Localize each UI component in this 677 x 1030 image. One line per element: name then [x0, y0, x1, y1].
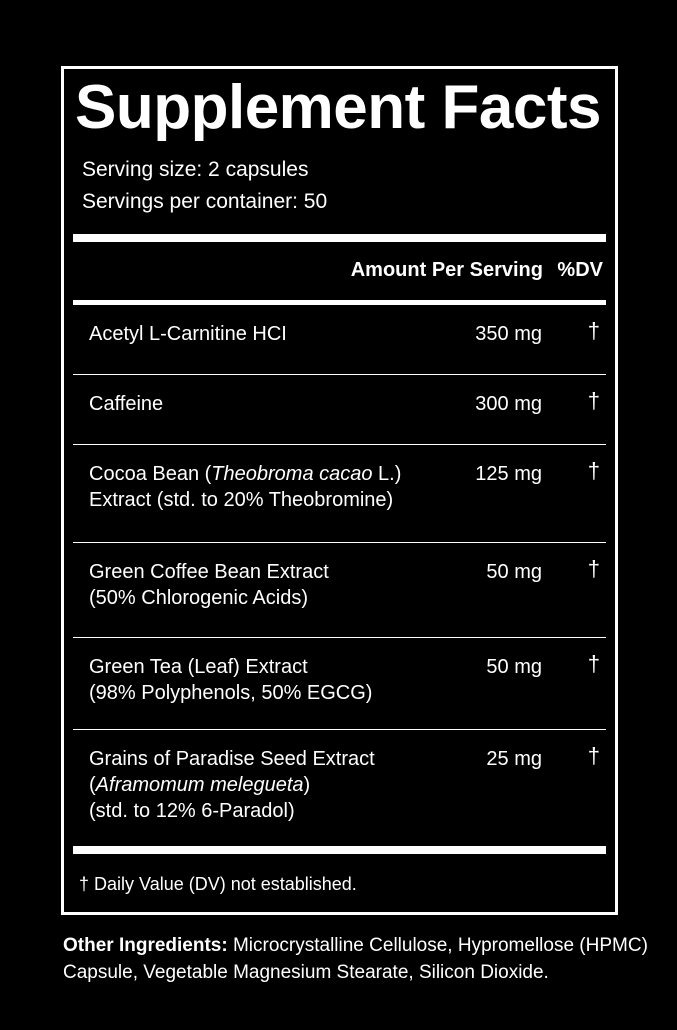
ingredient-amount: 350 mg — [475, 323, 542, 345]
ingredient-name: Cocoa Bean (Theobroma cacao L.) Extract (std. to 20% Theobromine) — [89, 463, 402, 511]
ingredient-row — [73, 445, 606, 543]
ingredient-amount: 50 mg — [486, 561, 542, 583]
other-ingredients-text: Microcrystalline Cellulose, Hypromellose (HPMC) Capsule, Vegetable Magnesium Stearate, Silicon Dioxide. — [63, 935, 648, 983]
ingredient-row — [73, 375, 606, 445]
ingredient-amount: 300 mg — [475, 393, 542, 415]
dagger-mark: † — [587, 743, 600, 768]
ingredient-row — [73, 730, 606, 846]
dv-header: %DV — [557, 259, 603, 281]
ingredient-name: Grains of Paradise Seed Extract (Aframomum melegueta) (std. to 12% 6-Paradol) — [89, 748, 375, 822]
supplement-facts-panel — [61, 66, 618, 915]
panel-title: Supplement Facts — [75, 73, 601, 142]
ingredient-name: Green Tea (Leaf) Extract (98% Polyphenols, 50% EGCG) — [89, 656, 373, 704]
dagger-mark: † — [587, 318, 600, 343]
amount-per-serving-header: Amount Per Serving — [350, 259, 543, 281]
dagger-mark: † — [587, 651, 600, 676]
dagger-mark: † — [587, 556, 600, 581]
dagger-mark: † — [587, 388, 600, 413]
other-ingredients-label: Other Ingredients: — [63, 935, 228, 956]
dv-footnote: † Daily Value (DV) not established. — [79, 874, 357, 894]
serving-size: Serving size: 2 capsules — [82, 158, 309, 181]
ingredient-amount: 125 mg — [475, 463, 542, 485]
ingredient-row — [73, 305, 606, 375]
ingredient-amount: 50 mg — [486, 656, 542, 678]
ingredient-row — [73, 543, 606, 638]
servings-per-container: Servings per container: 50 — [82, 190, 328, 213]
ingredient-name: Acetyl L-Carnitine HCI — [89, 323, 287, 345]
thick-divider — [73, 234, 606, 242]
bottom-divider — [73, 846, 606, 854]
dagger-mark: † — [587, 458, 600, 483]
ingredient-name: Caffeine — [89, 393, 164, 415]
ingredient-amount: 25 mg — [486, 748, 542, 770]
ingredient-name: Green Coffee Bean Extract (50% Chlorogenic Acids) — [89, 561, 329, 609]
ingredient-row — [73, 638, 606, 730]
other-ingredients — [63, 932, 663, 986]
